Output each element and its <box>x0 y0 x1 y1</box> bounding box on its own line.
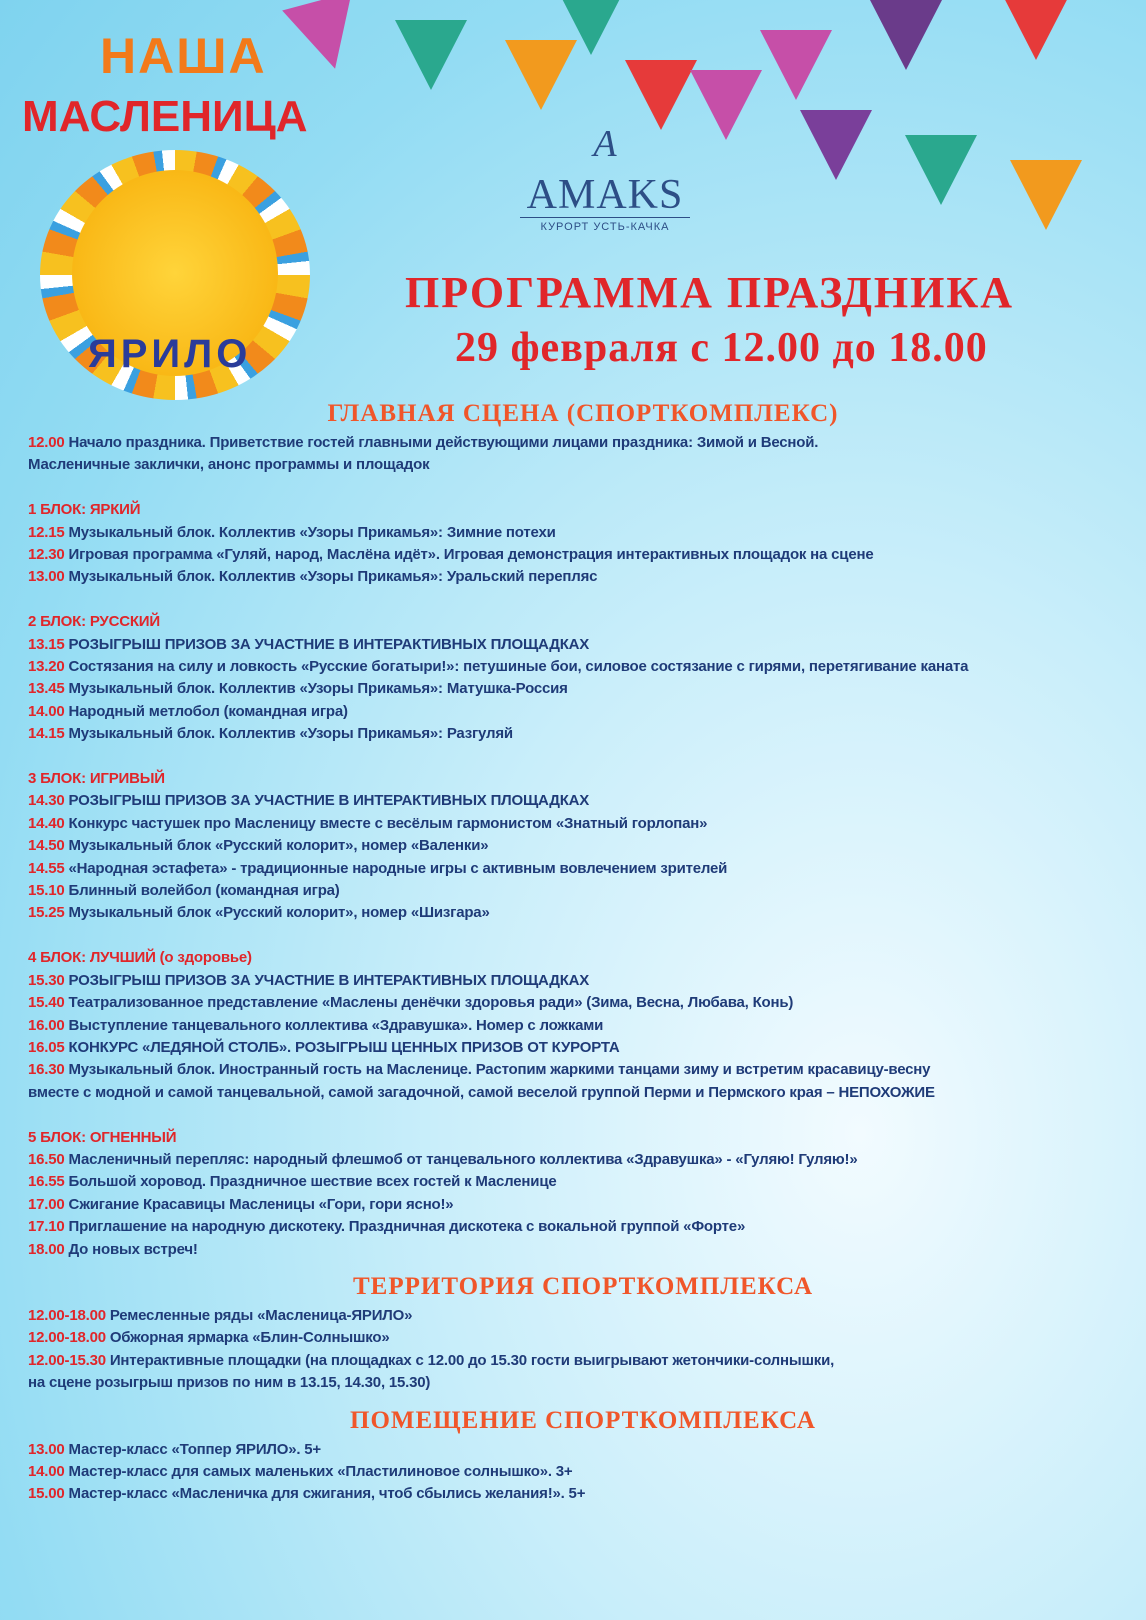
item-text: До новых встреч! <box>68 1240 198 1258</box>
section-title-indoor: ПОМЕЩЕНИЕ СПОРТКОМПЛЕКСА <box>350 1406 816 1434</box>
schedule-item <box>28 1194 1138 1216</box>
schedule-item <box>28 835 1138 857</box>
item-text: Начало праздника. Приветствие гостей главными действующими лицами праздника: Зимой и Весной. <box>68 434 819 451</box>
item-time: 16.05 <box>28 1038 65 1056</box>
item-time: 15.00 <box>28 1485 65 1503</box>
item-time: 15.30 <box>28 971 65 989</box>
schedule-item <box>28 656 1138 678</box>
item-text: Музыкальный блок. Коллектив «Узоры Прикамья»: Зимние потехи <box>68 523 556 541</box>
schedule-item <box>28 1059 1138 1081</box>
item-text: Большой хоровод. Праздничное шествие всех гостей к Масленице <box>68 1173 557 1191</box>
schedule-item <box>28 678 1138 700</box>
item-time: 12.00 <box>28 434 65 451</box>
schedule-item <box>28 790 1138 812</box>
schedule-item <box>28 1082 1138 1104</box>
item-time: 13.45 <box>28 680 65 698</box>
item-time: 13.00 <box>28 1440 65 1458</box>
item-time: 16.30 <box>28 1061 65 1079</box>
item-text: Мастер-класс «Топпер ЯРИЛО». 5+ <box>68 1440 321 1458</box>
item-text: Конкурс частушек про Масленицу вместе с весёлым гармонистом «Знатный горлопан» <box>68 814 708 832</box>
schedule-item <box>28 1015 1138 1037</box>
schedule-item <box>28 454 1138 476</box>
schedule-item <box>28 902 1138 924</box>
item-time: 14.50 <box>28 837 65 855</box>
item-time: 15.10 <box>28 882 65 900</box>
item-time: 14.00 <box>28 702 65 720</box>
schedule-item <box>28 1350 1138 1372</box>
item-time: 16.00 <box>28 1016 65 1034</box>
schedule-item <box>28 634 1138 656</box>
schedule-item <box>28 1037 1138 1059</box>
item-text: Мастер-класс для самых маленьких «Пластилиновое солнышко». 3+ <box>68 1462 573 1480</box>
item-time: 14.40 <box>28 814 65 832</box>
schedule-item <box>28 544 1138 566</box>
item-text: Музыкальный блок. Коллектив «Узоры Прикамья»: Разгуляй <box>68 725 513 743</box>
item-text: РОЗЫГРЫШ ПРИЗОВ ЗА УЧАСТНИЕ В ИНТЕРАКТИВНЫХ ПЛОЩАДКАХ <box>68 635 590 653</box>
item-text: Музыкальный блок. Иностранный гость на Масленице. Растопим жаркими танцами зиму и встретим красавицу-весну <box>68 1061 931 1079</box>
item-time: 12.00-15.30 <box>28 1351 106 1369</box>
item-text: Народный метлобол (командная игра) <box>68 702 348 720</box>
schedule-item <box>28 701 1138 723</box>
item-time: 16.50 <box>28 1150 65 1168</box>
section-title-main-stage: ГЛАВНАЯ СЦЕНА (СПОРТКОМПЛЕКС) <box>327 400 839 427</box>
block-title: 3 БЛОК: ИГРИВЫЙ <box>28 770 165 788</box>
item-text: «Народная эстафета» - традиционные народные игры с активным вовлечением зрителей <box>68 859 728 877</box>
logo-text-nasha: НАША <box>100 28 267 84</box>
item-text: Обжорная ярмарка «Блин-Солнышко» <box>109 1329 390 1347</box>
schedule-item <box>28 432 1138 454</box>
item-time: 13.20 <box>28 658 65 676</box>
schedule-item <box>28 813 1138 835</box>
item-time: 12.00-18.00 <box>28 1306 106 1324</box>
item-text: Музыкальный блок. Коллектив «Узоры Прикамья»: Матушка-Россия <box>68 680 568 698</box>
schedule-item <box>28 1171 1138 1193</box>
schedule-item <box>28 1239 1138 1261</box>
section-title-territory: ТЕРРИТОРИЯ СПОРТКОМПЛЕКСА <box>352 1272 813 1300</box>
schedule-item <box>28 566 1138 588</box>
schedule-item <box>28 1305 1138 1327</box>
block-title: 5 БЛОК: ОГНЕННЫЙ <box>28 1128 177 1146</box>
event-date: 29 февраля с 12.00 до 18.00 <box>455 325 988 371</box>
item-text: Приглашение на народную дискотеку. Праздничная дискотека с вокальной группой «Форте» <box>68 1218 746 1236</box>
block-title: 2 БЛОК: РУССКИЙ <box>28 613 160 631</box>
item-time: 17.10 <box>28 1218 65 1236</box>
item-text: Блинный волейбол (командная игра) <box>68 882 340 900</box>
item-text: Интерактивные площадки (на площадках с 12.00 до 15.30 гости выигрывают жетончики-солнышки, <box>109 1351 835 1369</box>
schedule-item <box>28 858 1138 880</box>
item-time: 13.15 <box>28 635 65 653</box>
item-time: 17.00 <box>28 1195 65 1213</box>
item-text: Выступление танцевального коллектива «Здравушка». Номер с ложками <box>68 1016 604 1034</box>
logo-text-maslenitsa: МАСЛЕНИЦА <box>22 92 308 141</box>
block-title: 4 БЛОК: ЛУЧШИЙ (о здоровье) <box>28 949 252 967</box>
logo-text-yarilo: ЯРИЛО <box>88 332 252 376</box>
item-time: 14.15 <box>28 725 65 743</box>
block-title: 1 БЛОК: ЯРКИЙ <box>28 501 141 519</box>
item-text: Музыкальный блок «Русский колорит», номер «Валенки» <box>68 837 489 855</box>
item-text: Музыкальный блок «Русский колорит», номер «Шизгара» <box>68 904 490 922</box>
item-time: 14.00 <box>28 1462 65 1480</box>
amaks-monogram: A <box>593 123 617 165</box>
item-text: Театрализованное представление «Маслены денёчки здоровья ради» (Зима, Весна, Любава, Конь) <box>68 994 794 1012</box>
item-text: Сжигание Красавицы Масленицы «Гори, гори ясно!» <box>68 1195 454 1213</box>
item-time: 14.55 <box>28 859 65 877</box>
program-content <box>28 400 1138 1506</box>
item-time: 12.00-18.00 <box>28 1329 106 1347</box>
schedule-item <box>28 880 1138 902</box>
schedule-item <box>28 1327 1138 1349</box>
item-time: 14.30 <box>28 792 65 810</box>
item-text: Масленичный перепляс: народный флешмоб от танцевального коллектива «Здравушка» - «Гуляю! Гуляю!» <box>68 1150 858 1168</box>
item-text: Масленичные заклички, анонс программы и площадок <box>28 456 430 474</box>
schedule-item <box>28 992 1138 1014</box>
item-text: Ремесленные ряды «Масленица-ЯРИЛО» <box>109 1306 413 1324</box>
item-text: Мастер-класс «Масленичка для сжигания, чтоб сбылись желания!». 5+ <box>68 1485 586 1503</box>
item-text: Состязания на силу и ловкость «Русские богатыри!»: петушиные бои, силовое состязание с гирями, перетягивание каната <box>68 658 969 676</box>
schedule-item <box>28 970 1138 992</box>
item-time: 15.25 <box>28 904 65 922</box>
schedule-item <box>28 1483 1138 1505</box>
amaks-logo <box>520 115 690 234</box>
item-text: КОНКУРС «ЛЕДЯНОЙ СТОЛБ». РОЗЫГРЫШ ЦЕННЫХ ПРИЗОВ ОТ КУРОРТА <box>68 1038 620 1056</box>
item-text: на сцене розыгрыш призов по ним в 13.15, 14.30, 15.30) <box>28 1374 431 1392</box>
item-text: РОЗЫГРЫШ ПРИЗОВ ЗА УЧАСТНИЕ В ИНТЕРАКТИВНЫХ ПЛОЩАДКАХ <box>68 792 590 810</box>
item-time: 13.00 <box>28 568 65 586</box>
amaks-subtitle: КУРОРТ УСТЬ-КАЧКА <box>520 217 690 234</box>
item-time: 15.40 <box>28 994 65 1012</box>
item-time: 12.15 <box>28 523 65 541</box>
item-text: РОЗЫГРЫШ ПРИЗОВ ЗА УЧАСТНИЕ В ИНТЕРАКТИВНЫХ ПЛОЩАДКАХ <box>68 971 590 989</box>
schedule-item <box>28 1372 1138 1394</box>
page-title: ПРОГРАММА ПРАЗДНИКА <box>405 268 1015 317</box>
item-time: 18.00 <box>28 1240 65 1258</box>
schedule-item <box>28 1216 1138 1238</box>
item-text: Игровая программа «Гуляй, народ, Маслёна идёт». Игровая демонстрация интерактивных площадок на сцене <box>68 546 874 564</box>
schedule-item <box>28 1439 1138 1461</box>
item-text: вместе с модной и самой танцевальной, самой загадочной, самой веселой группой Перми и Пермского края – НЕПОХОЖИЕ <box>28 1083 935 1101</box>
item-time: 16.55 <box>28 1173 65 1191</box>
schedule-item <box>28 522 1138 544</box>
amaks-name: AMAKS <box>526 172 684 218</box>
schedule-item <box>28 1149 1138 1171</box>
item-text: Музыкальный блок. Коллектив «Узоры Прикамья»: Уральский перепляс <box>68 568 598 586</box>
schedule-item <box>28 723 1138 745</box>
schedule-item <box>28 1461 1138 1483</box>
item-time: 12.30 <box>28 546 65 564</box>
